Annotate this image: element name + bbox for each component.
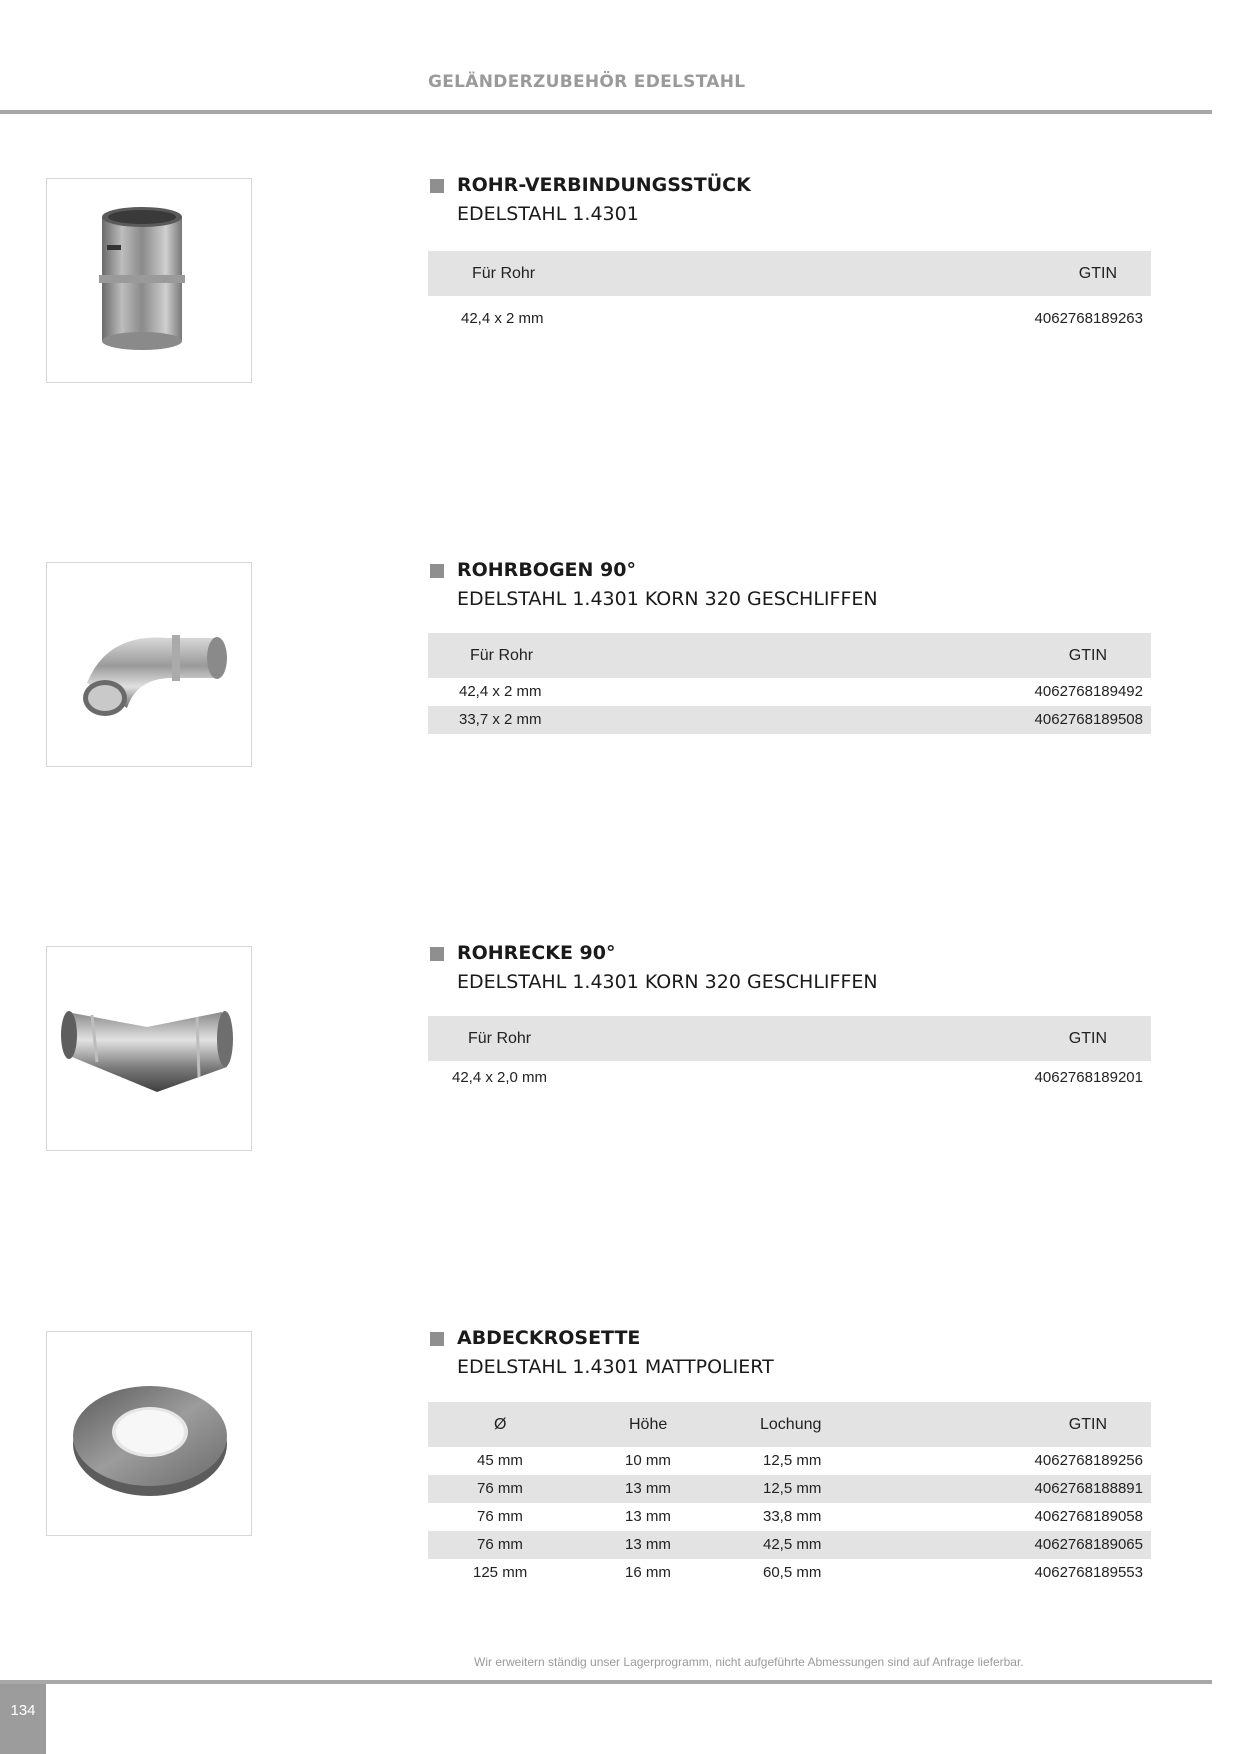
cell-height: 10 mm bbox=[625, 1452, 671, 1469]
cell-hole: 33,8 mm bbox=[763, 1508, 822, 1525]
cell-gtin: 4062768189263 bbox=[1034, 310, 1143, 327]
product-table bbox=[428, 633, 1151, 734]
product-subtitle: EDELSTAHL 1.4301 KORN 320 GESCHLIFFEN bbox=[457, 971, 878, 993]
cell-hole: 12,5 mm bbox=[763, 1452, 822, 1469]
cell-diameter: 45 mm bbox=[477, 1452, 523, 1469]
table-header bbox=[428, 633, 1151, 678]
pipe-connector-photo-icon bbox=[47, 179, 251, 382]
col-header-gtin: GTIN bbox=[1068, 647, 1107, 664]
cell-gtin: 4062768189065 bbox=[1034, 1536, 1143, 1553]
footer-divider bbox=[0, 1680, 1212, 1684]
table-row bbox=[428, 1064, 1151, 1092]
page-number: 134 bbox=[10, 1702, 36, 1719]
bullet-square bbox=[430, 179, 444, 193]
product-image bbox=[46, 1331, 252, 1536]
table-row bbox=[428, 706, 1151, 734]
cell-gtin: 4062768189201 bbox=[1034, 1069, 1143, 1086]
cell-hole: 60,5 mm bbox=[763, 1564, 822, 1581]
cell-pipe: 33,7 x 2 mm bbox=[459, 711, 542, 728]
col-header-pipe: Für Rohr bbox=[470, 647, 534, 664]
cell-gtin: 4062768189508 bbox=[1034, 711, 1143, 728]
table-row bbox=[428, 678, 1151, 706]
table-header bbox=[428, 251, 1151, 296]
cell-pipe: 42,4 x 2 mm bbox=[459, 683, 542, 700]
table-row bbox=[428, 1559, 1151, 1587]
product-title: ROHRBOGEN 90° bbox=[457, 559, 636, 581]
cell-gtin: 4062768189058 bbox=[1034, 1508, 1143, 1525]
product-table bbox=[428, 251, 1151, 333]
table-row bbox=[428, 1531, 1151, 1559]
product-table bbox=[428, 1402, 1151, 1587]
product-subtitle: EDELSTAHL 1.4301 bbox=[457, 203, 639, 225]
pipe-bend-photo-icon bbox=[47, 563, 251, 766]
footnote: Wir erweitern ständig unser Lagerprogramm, nicht aufgeführte Abmessungen sind auf Anfrage lieferbar. bbox=[474, 1655, 1024, 1669]
product-image bbox=[46, 946, 252, 1151]
product-image bbox=[46, 562, 252, 767]
cell-diameter: 76 mm bbox=[477, 1508, 523, 1525]
cell-height: 13 mm bbox=[625, 1536, 671, 1553]
cell-pipe: 42,4 x 2 mm bbox=[461, 310, 544, 327]
table-header bbox=[428, 1016, 1151, 1061]
col-header-pipe: Für Rohr bbox=[468, 1030, 532, 1047]
page-header-title: GELÄNDERZUBEHÖR EDELSTAHL bbox=[428, 72, 746, 92]
cell-height: 13 mm bbox=[625, 1480, 671, 1497]
table-row bbox=[428, 1447, 1151, 1475]
bullet-square bbox=[430, 564, 444, 578]
page-number-tab bbox=[0, 1684, 46, 1754]
col-header-diameter: Ø bbox=[494, 1416, 507, 1433]
bullet-square bbox=[430, 1332, 444, 1346]
table-row bbox=[428, 1475, 1151, 1503]
product-subtitle: EDELSTAHL 1.4301 MATTPOLIERT bbox=[457, 1356, 774, 1378]
cell-height: 13 mm bbox=[625, 1508, 671, 1525]
table-row bbox=[428, 1503, 1151, 1531]
bullet-square bbox=[430, 947, 444, 961]
product-table bbox=[428, 1016, 1151, 1092]
cell-gtin: 4062768189256 bbox=[1034, 1452, 1143, 1469]
cell-diameter: 76 mm bbox=[477, 1536, 523, 1553]
col-header-gtin: GTIN bbox=[1068, 1030, 1107, 1047]
cell-gtin: 4062768188891 bbox=[1034, 1480, 1143, 1497]
table-row bbox=[428, 305, 1151, 333]
col-header-gtin: GTIN bbox=[1068, 1416, 1107, 1433]
product-subtitle: EDELSTAHL 1.4301 KORN 320 GESCHLIFFEN bbox=[457, 588, 878, 610]
header-divider bbox=[0, 110, 1212, 114]
cell-gtin: 4062768189553 bbox=[1034, 1564, 1143, 1581]
cell-hole: 12,5 mm bbox=[763, 1480, 822, 1497]
col-header-gtin: GTIN bbox=[1078, 265, 1117, 282]
cell-height: 16 mm bbox=[625, 1564, 671, 1581]
product-title: ABDECKROSETTE bbox=[457, 1327, 641, 1349]
product-title: ROHR-VERBINDUNGSSTÜCK bbox=[457, 174, 751, 196]
col-header-height: Höhe bbox=[629, 1416, 668, 1433]
pipe-corner-photo-icon bbox=[47, 947, 251, 1150]
product-title: ROHRECKE 90° bbox=[457, 942, 616, 964]
cell-pipe: 42,4 x 2,0 mm bbox=[452, 1069, 548, 1086]
cell-hole: 42,5 mm bbox=[763, 1536, 822, 1553]
product-image bbox=[46, 178, 252, 383]
col-header-pipe: Für Rohr bbox=[472, 265, 536, 282]
col-header-hole: Lochung bbox=[760, 1416, 822, 1433]
cell-diameter: 125 mm bbox=[473, 1564, 528, 1581]
cell-gtin: 4062768189492 bbox=[1034, 683, 1143, 700]
table-header bbox=[428, 1402, 1151, 1447]
cover-rosette-photo-icon bbox=[47, 1332, 251, 1535]
cell-diameter: 76 mm bbox=[477, 1480, 523, 1497]
